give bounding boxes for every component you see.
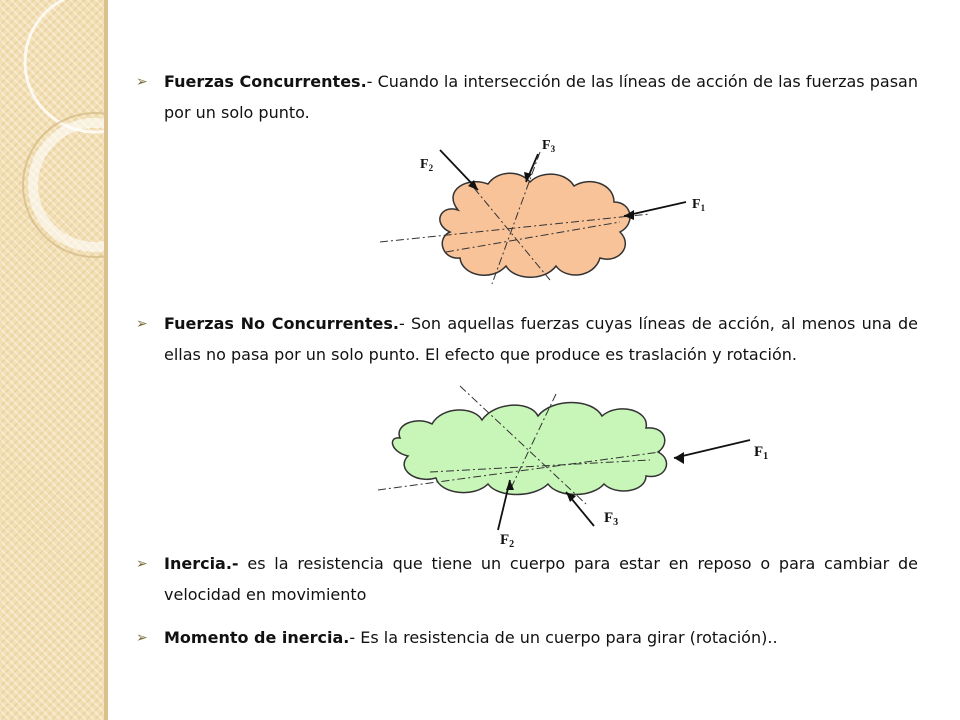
decorative-circles bbox=[0, 0, 104, 720]
item-term: Fuerzas No Concurrentes. bbox=[164, 314, 399, 333]
label-f2: F bbox=[420, 157, 429, 172]
item-text: - Es la resistencia de un cuerpo para girar (rotación).. bbox=[349, 628, 778, 647]
non-concurrent-forces-diagram bbox=[370, 380, 790, 550]
bullet-arrow-icon: ➢ bbox=[136, 629, 148, 645]
decorative-sidebar bbox=[0, 0, 104, 720]
bullet-arrow-icon: ➢ bbox=[136, 555, 148, 571]
label-f1: F bbox=[754, 444, 764, 460]
label-f3-sub: 3 bbox=[613, 517, 619, 528]
svg-text:F3 bbox=[604, 510, 618, 528]
label-f2-sub: 2 bbox=[509, 539, 515, 550]
label-f1-sub: 1 bbox=[763, 451, 769, 462]
label-f1-sub: 1 bbox=[700, 203, 706, 213]
label-f3: F bbox=[604, 510, 614, 526]
item-text: es la resistencia que tiene un cuerpo para estar en reposo o para cambiar de velocidad en movimiento bbox=[164, 554, 918, 604]
item-inercia bbox=[164, 548, 918, 610]
svg-text:F1 bbox=[692, 197, 706, 213]
label-f2: F bbox=[500, 532, 510, 548]
concurrent-forces-diagram bbox=[380, 132, 740, 302]
item-term: Inercia.- bbox=[164, 554, 239, 573]
bullet-arrow-icon: ➢ bbox=[136, 73, 148, 89]
svg-text:F1 bbox=[754, 444, 768, 462]
item-term: Momento de inercia. bbox=[164, 628, 350, 647]
body-shape bbox=[440, 173, 630, 277]
item-concurrentes bbox=[164, 66, 918, 128]
item-momento-inercia bbox=[164, 622, 918, 653]
item-text: - Son aquellas fuerzas cuyas líneas de acción, al menos una de ellas no pasa por un solo punto. El efecto que produce es traslación y rotación. bbox=[164, 314, 919, 364]
bullet-arrow-icon: ➢ bbox=[136, 315, 148, 331]
item-term: Fuerzas Concurrentes. bbox=[164, 72, 367, 91]
label-f3-sub: 3 bbox=[550, 144, 556, 154]
svg-text:F2 bbox=[420, 157, 434, 173]
label-f1: F bbox=[692, 197, 701, 212]
svg-text:F3 bbox=[542, 138, 556, 154]
label-f2-sub: 2 bbox=[428, 163, 434, 173]
sidebar-edge bbox=[104, 0, 108, 720]
item-text: - Cuando la intersección de las líneas de acción de las fuerzas pasan por un solo punto. bbox=[164, 72, 919, 122]
label-f3: F bbox=[542, 138, 551, 153]
item-no-concurrentes bbox=[164, 308, 918, 370]
